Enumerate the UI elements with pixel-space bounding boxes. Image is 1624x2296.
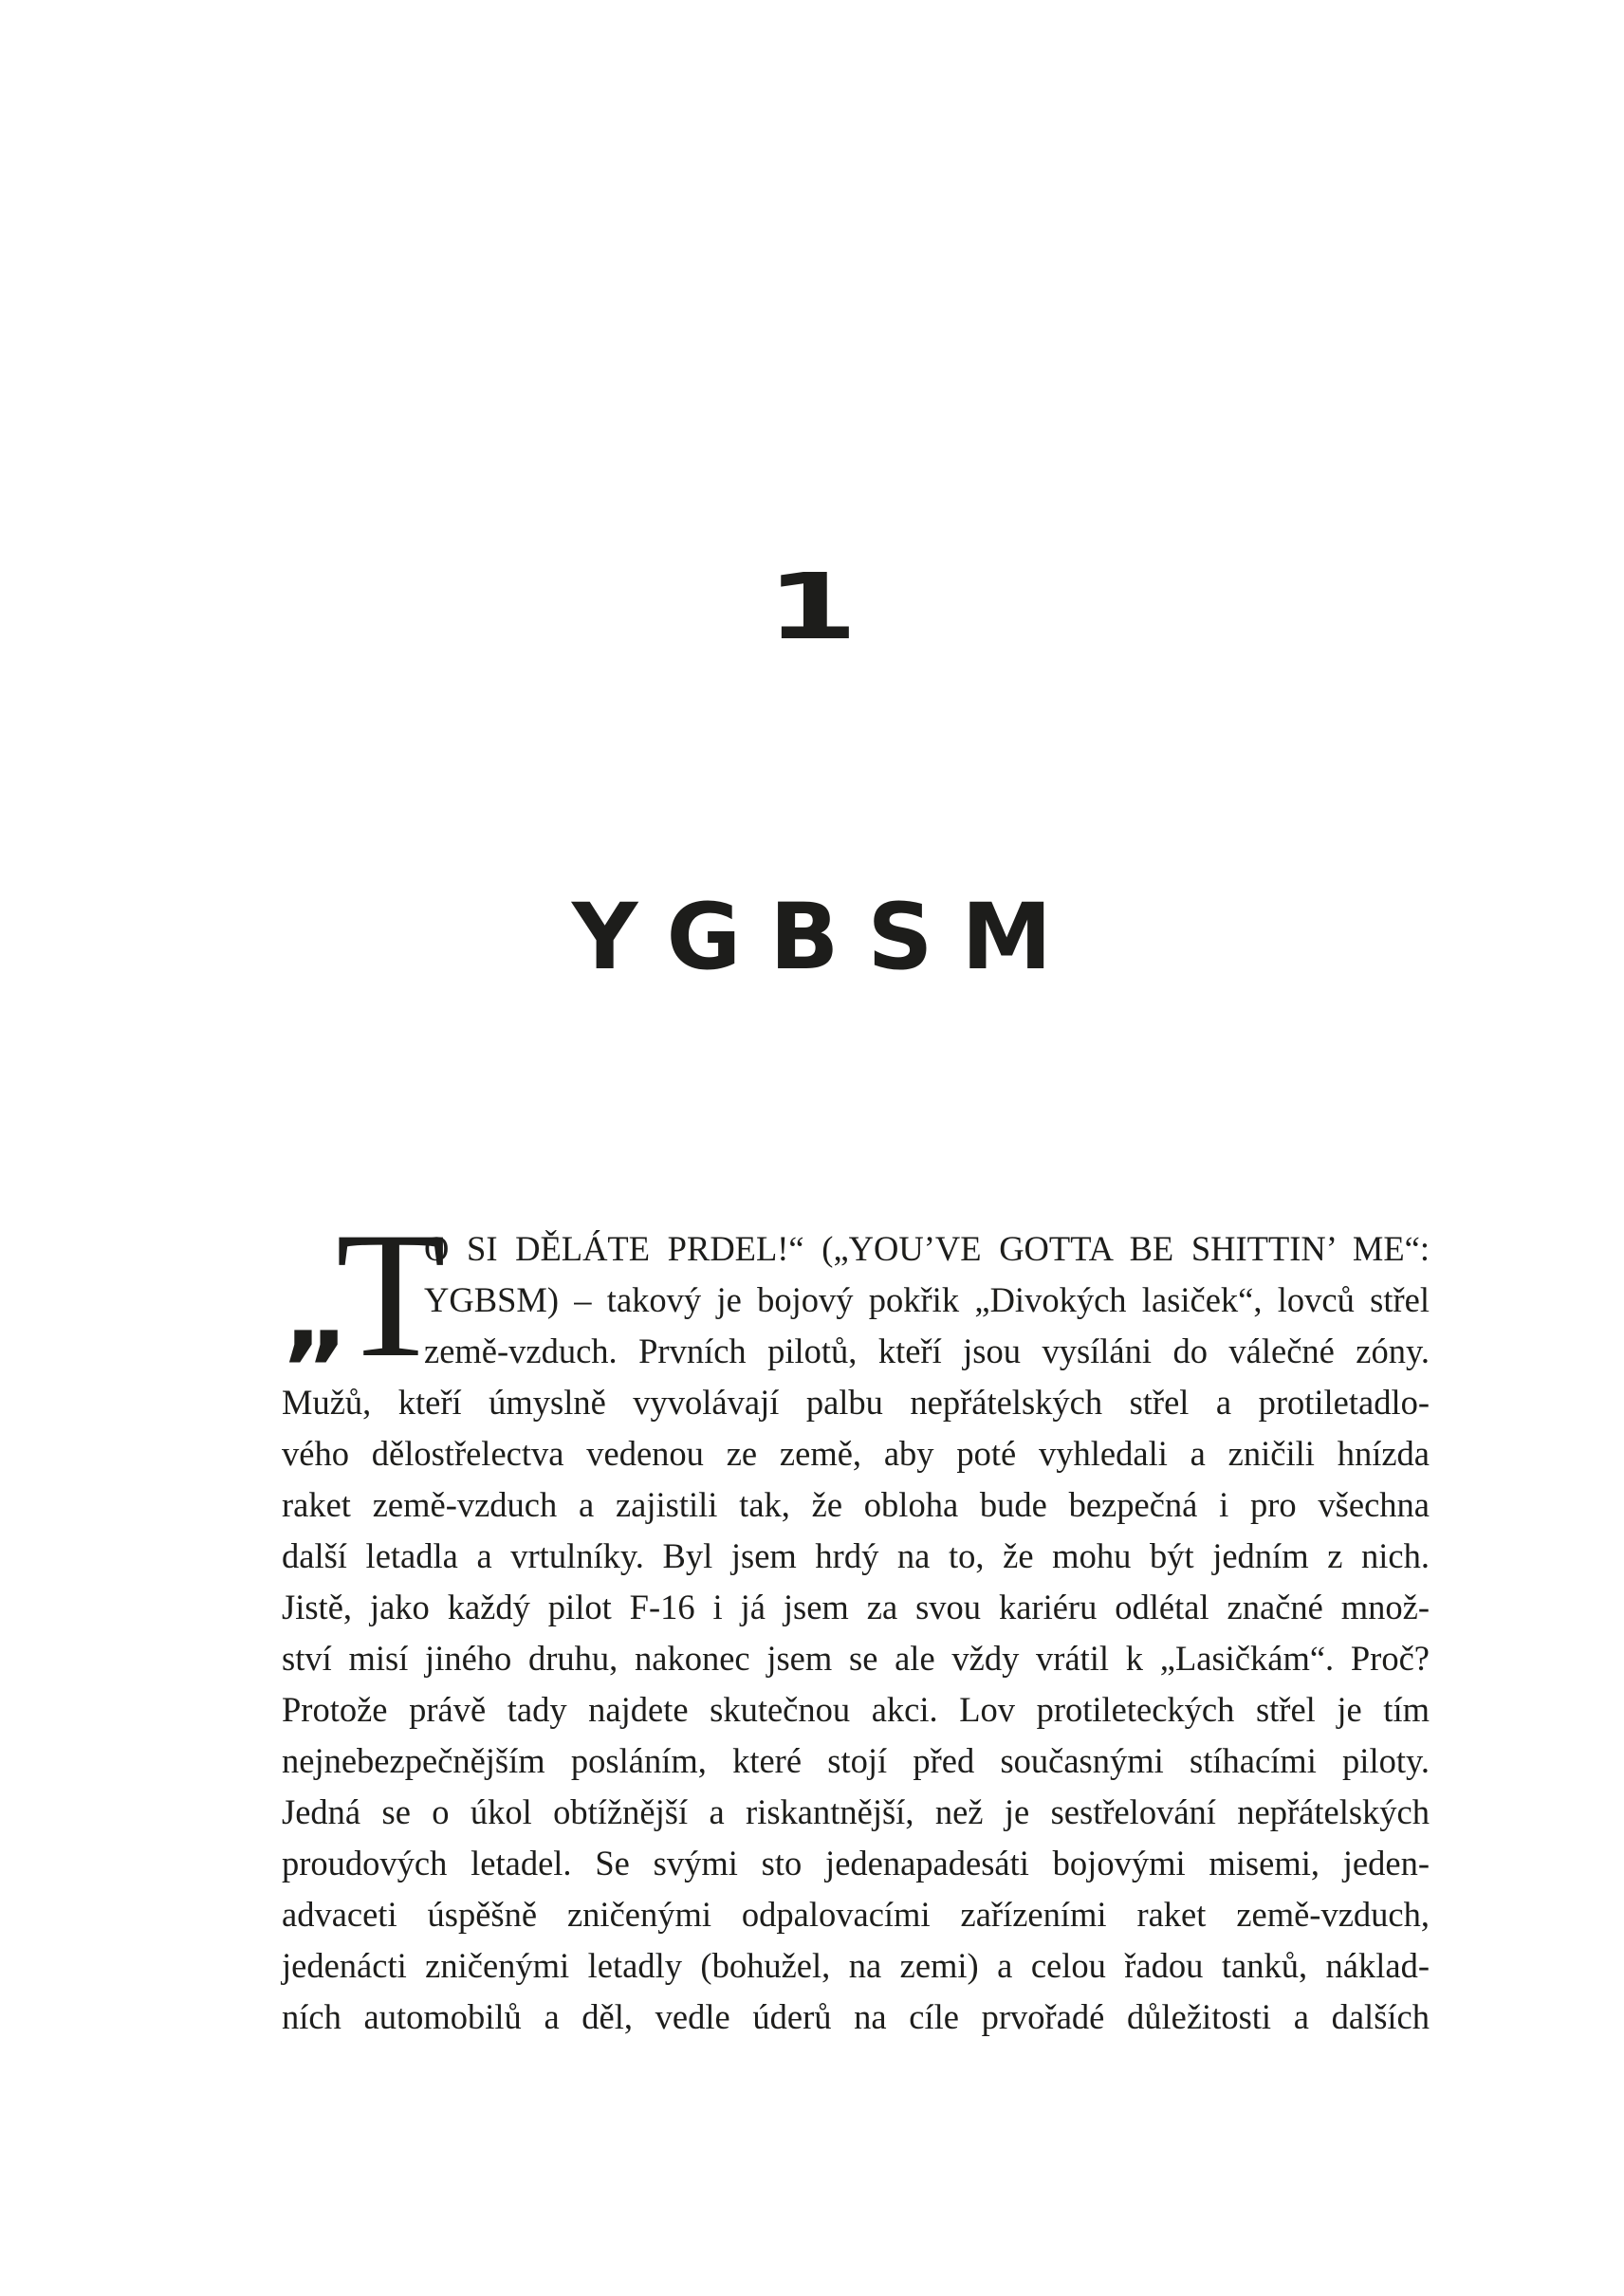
text-line: Jistě, jako každý pilot F-16 i já jsem za svou kariéru odlétal značné množ- [282,1588,1430,1626]
text-line: nejnebezpečnějším posláním, které stojí před současnými stíhacími piloty. [282,1741,1430,1780]
text-line: jedenácti zničenými letadly (bohužel, na zemi) a celou řadou tanků, náklad- [282,1946,1430,1985]
text-line: Mužů, kteří úmyslně vyvolávají palbu nepřátelských střel a protiletadlo- [282,1383,1430,1422]
text-line: proudových letadel. Se svými sto jedenapadesáti bojovými misemi, jeden- [282,1844,1430,1883]
dropcap-letter: T [336,1196,447,1395]
text-line: ních automobilů a děl, vedle úderů na cíle prvořadé důležitosti a dalších [282,1997,1430,2036]
text-line: YGBSM) – takový je bojový pokřik „Divokých lasiček“, lovců střel [424,1280,1430,1319]
text-line: O SI DĚLÁTE PRDEL!“ („YOU’VE GOTTA BE SHITTIN’ ME“: [424,1229,1430,1268]
chapter-number: 1 [766,554,858,660]
chapter-body-paragraph [282,1223,1430,2043]
dropcap-opening-quote: „ [282,1253,345,1374]
text-line: Protože právě tady najdete skutečnou akci. Lov protileteckých střel je tím [282,1690,1430,1729]
text-line: raket země-vzduch a zajistili tak, že obloha bude bezpečná i pro všechna [282,1485,1430,1524]
text-line: ství misí jiného druhu, nakonec jsem se ale vždy vrátil k „Lasičkám“. Proč? [282,1639,1430,1678]
text-line: vého dělostřelectva vedenou ze země, aby poté vyhledali a zničili hnízda [282,1434,1430,1473]
text-line: advaceti úspěšně zničenými odpalovacími zařízeními raket země-vzduch, [282,1895,1430,1934]
text-line: další letadla a vrtulníky. Byl jsem hrdý na to, že mohu být jedním z nich. [282,1536,1430,1575]
text-line: Jedná se o úkol obtížnější a riskantnější, než je sestřelování nepřátelských [282,1792,1430,1831]
text-line: země-vzduch. Prvních pilotů, kteří jsou vysíláni do válečné zóny. [424,1332,1430,1370]
chapter-title: YGBSM [571,884,1081,990]
